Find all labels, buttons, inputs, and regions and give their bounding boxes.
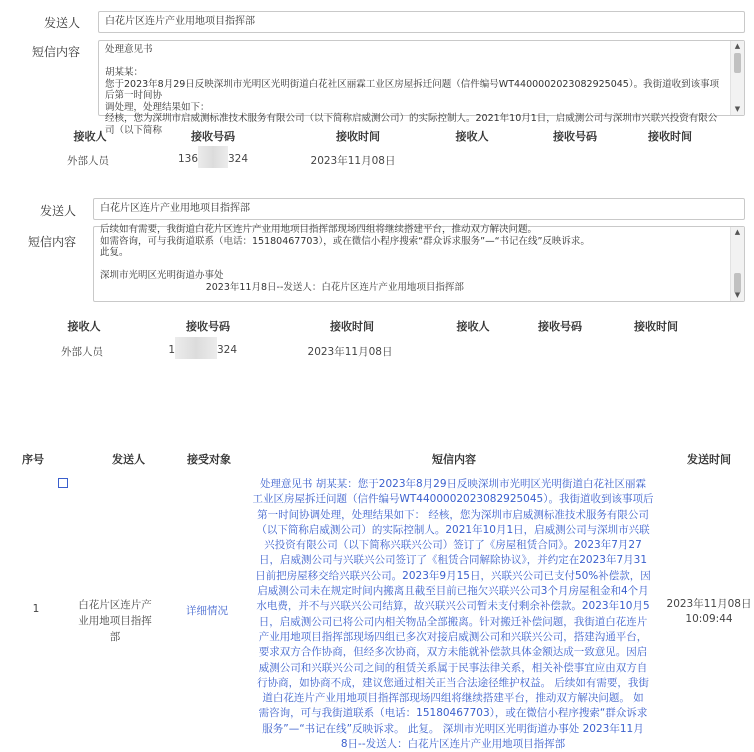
record1-content-line: 胡某某： — [105, 67, 144, 78]
record2-scrollbar[interactable] — [730, 227, 744, 301]
grid-content-line: 日前把房屋移交给兴联兴公司。2023年9月15日，兴联兴公司已支付50%补偿款，因 — [255, 569, 651, 582]
grid-content-line: 第一时间协调处理，处理结果如下： 经核，您为深圳市启威测标准技术服务有限公司 — [257, 508, 649, 521]
record2-content-text — [94, 221, 744, 293]
record1-receiver: 外部人员 — [67, 155, 109, 167]
grid-content-line: 日，启威测公司已将公司内相关物品全部搬离。针对搬迁补偿问题，我街道白花连片 — [258, 615, 648, 628]
record1-phone-prefix: 136 — [177, 153, 198, 165]
record2-th-phone-2: 接收号码 — [538, 320, 582, 333]
record2-phone-suffix: 324 — [217, 344, 238, 356]
record1-content-line — [105, 56, 720, 68]
record2-th-receiver: 接收人 — [67, 320, 101, 333]
grid-row-time: 2023年11月08日 10:09:44 — [666, 598, 752, 625]
record1-time: 2023年11月08日 — [310, 155, 396, 167]
scroll-down-icon[interactable]: ▼ — [734, 291, 741, 299]
record1-content-line: 调处理，处理结果如下： — [105, 101, 210, 113]
record1-content-line: 经核，您为深圳市启威测标准技术服务有限公司（以下简称启威测公司）的实际控制人。2021年10月1日，启威测公司与深圳市兴联兴投资有限公司（以下简称 — [105, 113, 718, 136]
record2-th-time: 接收时间 — [330, 320, 374, 333]
scroll-up-icon[interactable]: ▲ — [734, 228, 741, 236]
grid-row-content — [249, 477, 657, 752]
record2-th-time-2: 接收时间 — [634, 320, 678, 333]
record1-th-receiver: 接收人 — [73, 130, 107, 143]
grid-th-content: 短信内容 — [432, 453, 476, 466]
record1-sender-label: 发送人 — [43, 16, 80, 30]
grid-content-line: 启威测公司未在规定时间内搬离且截至目前已拖欠兴联兴公司3个月房屋租金和4个月 — [257, 585, 649, 598]
record2-sender-label: 发送人 — [39, 204, 76, 218]
grid-content-line: 道白花连片产业用地项目指挥部现场四组将继续搭建平台，推动双方解决问题。 如 — [262, 692, 644, 705]
record1-th-time-2: 接收时间 — [648, 130, 692, 143]
grid-content-line: 要求双方合作协商，但经多次协商，双方未能就补偿款具体金额达成一致意见。因启 — [258, 646, 648, 659]
grid-th-seq: 序号 — [22, 453, 44, 466]
record2-content-textarea[interactable] — [93, 226, 745, 302]
record2-content-label: 短信内容 — [27, 235, 76, 249]
record2-phone-mask — [175, 337, 217, 359]
grid-row-sender: 白花片区连片产业用地项目指挥部 — [78, 599, 152, 643]
record2-content-line: 此复。 — [100, 247, 129, 258]
record2-content-line: 后续如有需要，我街道白花片区连片产业用地项目指挥部现场四组将继续搭建平台，推动双方解决问题。 — [100, 224, 538, 235]
grid-content-line: 处理意见书 胡某某：您于2023年8月29日反映深圳市光明区光明街道白花社区丽霖 — [259, 478, 647, 490]
grid-content-line: 产业用地项目指挥部现场四组已多次对接启威测公司和兴联兴公司，搭建沟通平台， — [258, 630, 648, 643]
scroll-thumb[interactable] — [734, 53, 741, 73]
grid-content-line: 兴投资有限公司（以下简称兴联兴公司）签订了《房屋租赁合同》。2023年7月27 — [264, 539, 642, 552]
grid-content-line: 工业区房屋拆迁问题（信件编号WT4400002023082925045）。我街道收到该事项后 — [252, 493, 654, 506]
record1-th-receiver-2: 接收人 — [455, 130, 489, 143]
grid-content-line: 服务”—“书记在线”反映诉求。 此复。 深圳市光明区光明街道办事处 2023年11月 — [262, 722, 644, 735]
grid-content-line: （以下简称启威测公司）的实际控制人。2021年10月1日，启威测公司与深圳市兴联 — [256, 523, 650, 536]
record1-sender-field[interactable]: 白花片区连片产业用地项目指挥部 — [98, 11, 745, 33]
record1-scrollbar[interactable] — [730, 41, 744, 115]
record1-th-phone-2: 接收号码 — [553, 130, 597, 143]
record1-content-label: 短信内容 — [31, 45, 80, 59]
record2-content-line: 深圳市光明区光明街道办事处 — [100, 270, 224, 281]
grid-th-time: 发送时间 — [687, 453, 731, 466]
grid-content-line: 日，启威测公司与兴联兴公司签订了《租赁合同解除协议》，并约定在2023年7月31 — [258, 554, 647, 567]
record1-content-line: 处理意见书 — [105, 44, 153, 55]
record2-content-line: 2023年11月8日--发送人：白花片区连片产业用地项目指挥部 — [100, 281, 464, 293]
scroll-down-icon[interactable]: ▼ — [734, 105, 741, 113]
checkbox-icon[interactable] — [58, 478, 68, 488]
record1-phone-mask — [198, 146, 228, 168]
grid-row-seq: 1 — [32, 603, 40, 615]
record1-th-phone: 接收号码 — [191, 130, 235, 143]
record2-th-phone: 接收号码 — [186, 320, 230, 333]
grid-content-line: 8日--发送人：白花片区连片产业用地项目指挥部 — [340, 738, 566, 751]
record2-content-line — [100, 259, 720, 271]
record2-time: 2023年11月08日 — [307, 346, 393, 358]
scroll-up-icon[interactable]: ▲ — [734, 42, 741, 50]
record2-sender-field[interactable]: 白花片区连片产业用地项目指挥部 — [93, 198, 745, 220]
record2-content-line: 如需咨询，可与我街道联系（电话：15180467703），或在微信小程序搜索“群众诉求服务”—“书记在线”反映诉求。 — [100, 235, 590, 247]
record1-content-text — [99, 41, 744, 136]
record1-content-line: 您于2023年8月29日反映深圳市光明区光明街道白花社区丽霖工业区房屋拆迁问题（信件编号WT4400002023082925045）。我街道收到该事项后第一时间协 — [105, 78, 720, 101]
record1-phone-suffix: 324 — [228, 153, 249, 165]
grid-content-line: 威测公司和兴联兴公司之间的租赁关系属于民事法律关系，相关补偿事宜应由双方自 — [258, 661, 648, 674]
grid-content-line: 水电费，并不与兴联兴公司结算，故兴联兴公司暂未支付剩余补偿款。2023年10月5 — [256, 600, 650, 613]
record1-content-textarea[interactable] — [98, 40, 745, 136]
grid-content-line: 行协商，如协商不成，建议您通过相关正当合法途径维护权益。 后续如有需要，我街 — [257, 676, 649, 689]
grid-th-target: 接受对象 — [187, 453, 231, 466]
record2-th-receiver-2: 接收人 — [456, 320, 490, 333]
record2-phone-prefix: 1 — [168, 344, 175, 356]
record2-receiver: 外部人员 — [61, 346, 103, 358]
detail-link[interactable]: 详细情况 — [186, 605, 228, 617]
record1-th-time: 接收时间 — [336, 130, 380, 143]
grid-content-line: 需咨询，可与我街道联系（电话：15180467703），或在微信小程序搜索“群众诉求 — [258, 707, 648, 720]
grid-th-sender: 发送人 — [112, 453, 145, 466]
